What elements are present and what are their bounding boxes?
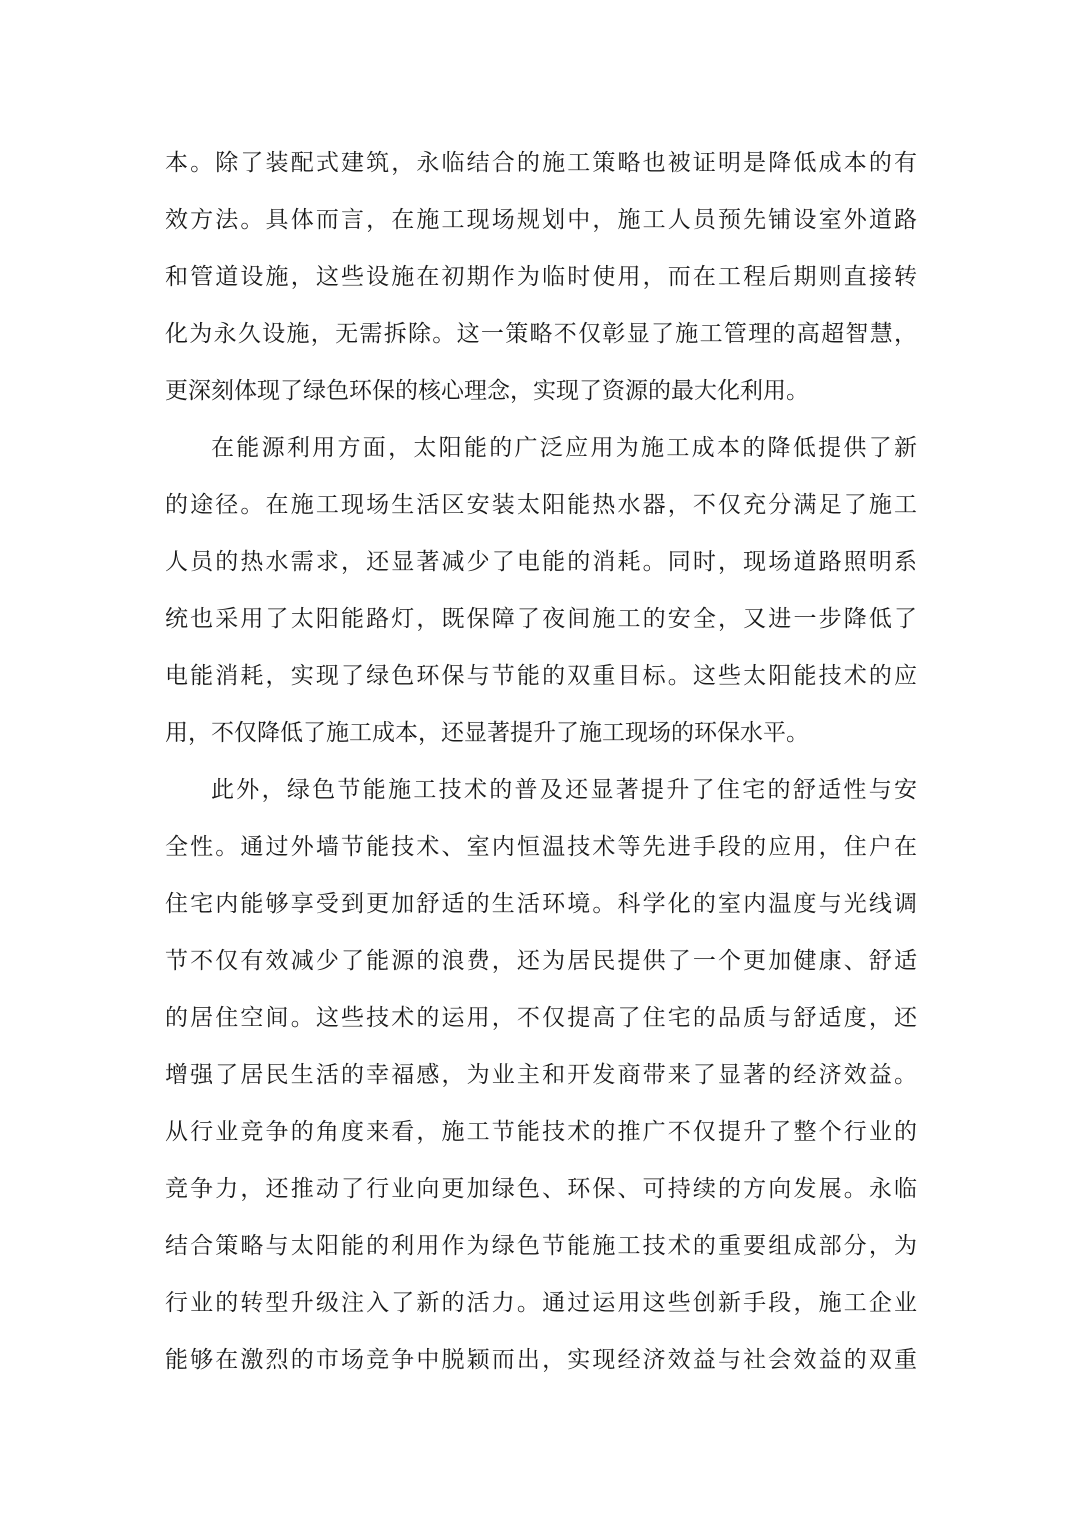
text-line: 能够在激烈的市场竞争中脱颖而出，实现经济效益与社会效益的双重: [165, 1347, 917, 1373]
text-line: 结合策略与太阳能的利用作为绿色节能施工技术的重要组成部分，为: [165, 1233, 917, 1259]
text-line: 和管道设施，这些设施在初期作为临时使用，而在工程后期则直接转: [165, 264, 917, 290]
body-text: [165, 135, 917, 1389]
paragraph: [165, 762, 917, 1389]
text-line: 在能源利用方面，太阳能的广泛应用为施工成本的降低提供了新: [211, 435, 917, 461]
text-line: 化为永久设施，无需拆除。这一策略不仅彰显了施工管理的高超智慧，: [165, 321, 917, 347]
paragraph: [165, 135, 917, 420]
text-line: 效方法。具体而言，在施工现场规划中，施工人员预先铺设室外道路: [165, 207, 917, 233]
text-line: 此外，绿色节能施工技术的普及还显著提升了住宅的舒适性与安: [211, 777, 917, 803]
text-line: 电能消耗，实现了绿色环保与节能的双重目标。这些太阳能技术的应: [165, 663, 917, 689]
text-line: 的途径。在施工现场生活区安装太阳能热水器，不仅充分满足了施工: [165, 492, 917, 518]
text-line: 行业的转型升级注入了新的活力。通过运用这些创新手段，施工企业: [165, 1290, 917, 1316]
text-line: 的居住空间。这些技术的运用，不仅提高了住宅的品质与舒适度，还: [165, 1005, 917, 1031]
text-line: 竞争力，还推动了行业向更加绿色、环保、可持续的方向发展。永临: [165, 1176, 917, 1202]
paragraph: [165, 420, 917, 762]
text-line: 全性。通过外墙节能技术、室内恒温技术等先进手段的应用，住户在: [165, 834, 917, 860]
text-line: 本。除了装配式建筑，永临结合的施工策略也被证明是降低成本的有: [165, 150, 917, 176]
text-line: 用，不仅降低了施工成本，还显著提升了施工现场的环保水平。: [165, 720, 809, 746]
text-line: 住宅内能够享受到更加舒适的生活环境。科学化的室内温度与光线调: [165, 891, 917, 917]
text-line: 人员的热水需求，还显著减少了电能的消耗。同时，现场道路照明系: [165, 549, 917, 575]
text-line: 更深刻体现了绿色环保的核心理念，实现了资源的最大化利用。: [165, 378, 809, 404]
text-line: 从行业竞争的角度来看，施工节能技术的推广不仅提升了整个行业的: [165, 1119, 917, 1145]
text-line: 统也采用了太阳能路灯，既保障了夜间施工的安全，又进一步降低了: [165, 606, 917, 632]
text-line: 节不仅有效减少了能源的浪费，还为居民提供了一个更加健康、舒适: [165, 948, 917, 974]
text-line: 增强了居民生活的幸福感，为业主和开发商带来了显著的经济效益。: [165, 1062, 917, 1088]
